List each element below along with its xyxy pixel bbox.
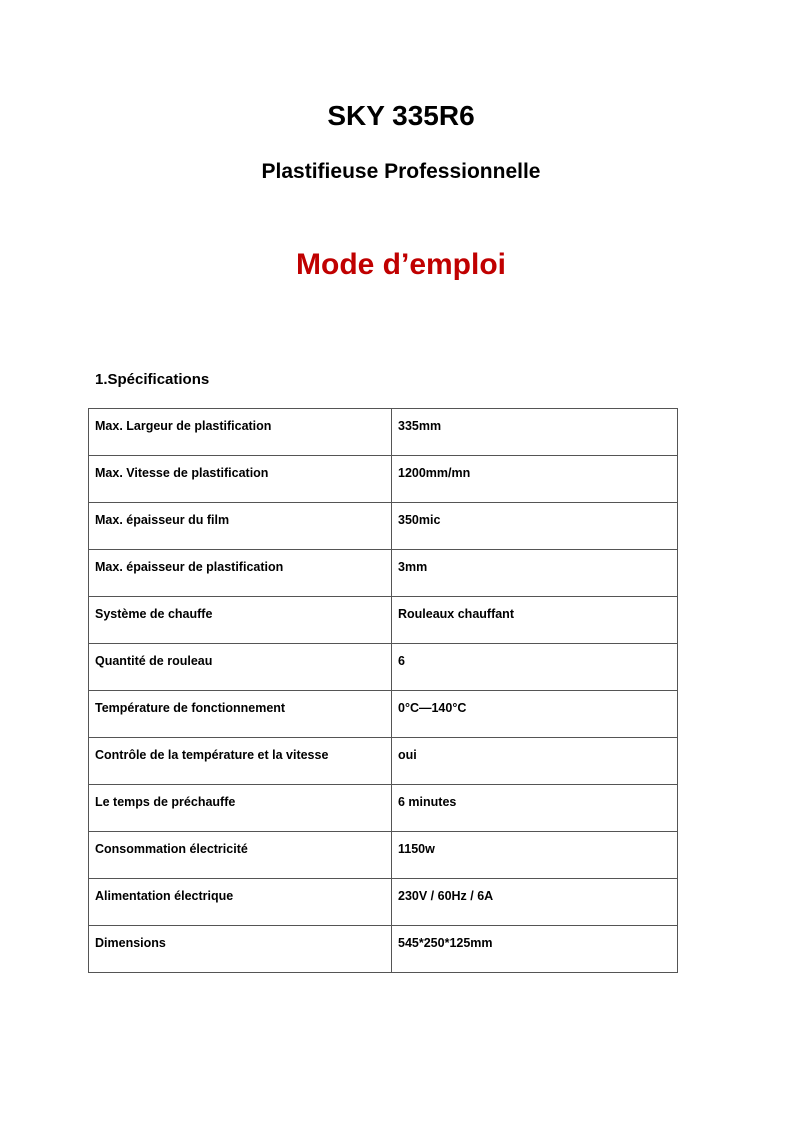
spec-label-cell bbox=[89, 503, 392, 550]
product-subtitle: Plastifieuse Professionnelle bbox=[261, 160, 541, 183]
spec-value-cell bbox=[392, 785, 678, 832]
spec-value: 6 bbox=[398, 654, 405, 668]
table-row bbox=[89, 456, 678, 503]
spec-value-cell bbox=[392, 456, 678, 503]
spec-value-cell bbox=[392, 926, 678, 973]
spec-value: 0°C—140°C bbox=[398, 701, 467, 715]
spec-value: oui bbox=[398, 748, 417, 762]
spec-label: Quantité de rouleau bbox=[95, 654, 213, 668]
spec-value: 1200mm/mn bbox=[398, 466, 471, 480]
spec-label: Max. épaisseur du film bbox=[95, 513, 230, 527]
spec-value-cell bbox=[392, 879, 678, 926]
spec-value-cell bbox=[392, 409, 678, 456]
specifications-heading: 1.Spécifications bbox=[95, 371, 210, 388]
spec-label-cell bbox=[89, 738, 392, 785]
table-row bbox=[89, 785, 678, 832]
spec-value: 230V / 60Hz / 6A bbox=[398, 889, 494, 903]
spec-label: Max. épaisseur de plastification bbox=[95, 560, 284, 574]
document-title: Mode d’emploi bbox=[296, 248, 506, 281]
table-row bbox=[89, 926, 678, 973]
table-row bbox=[89, 832, 678, 879]
spec-label-cell bbox=[89, 785, 392, 832]
spec-value: 3mm bbox=[398, 560, 428, 574]
spec-value: Rouleaux chauffant bbox=[398, 607, 514, 621]
spec-label-cell bbox=[89, 409, 392, 456]
spec-label-cell bbox=[89, 644, 392, 691]
table-row bbox=[89, 503, 678, 550]
spec-value: 545*250*125mm bbox=[398, 936, 493, 950]
spec-value-cell bbox=[392, 738, 678, 785]
spec-label: Le temps de préchauffe bbox=[95, 795, 236, 809]
table-row bbox=[89, 550, 678, 597]
spec-label: Dimensions bbox=[95, 936, 166, 950]
spec-label: Contrôle de la température et la vitesse bbox=[95, 748, 329, 762]
spec-value-cell bbox=[392, 503, 678, 550]
table-row bbox=[89, 409, 678, 456]
table-row bbox=[89, 644, 678, 691]
spec-value-cell bbox=[392, 550, 678, 597]
spec-value-cell bbox=[392, 644, 678, 691]
spec-label-cell bbox=[89, 832, 392, 879]
spec-value-cell bbox=[392, 691, 678, 738]
spec-value-cell bbox=[392, 832, 678, 879]
spec-label-cell bbox=[89, 597, 392, 644]
spec-label-cell bbox=[89, 926, 392, 973]
spec-label: Max. Vitesse de plastification bbox=[95, 466, 269, 480]
spec-value: 6 minutes bbox=[398, 795, 457, 809]
spec-label-cell bbox=[89, 879, 392, 926]
spec-label: Alimentation électrique bbox=[95, 889, 234, 903]
table-row bbox=[89, 738, 678, 785]
spec-label: Température de fonctionnement bbox=[95, 701, 286, 715]
table-row bbox=[89, 879, 678, 926]
spec-label: Consommation électricité bbox=[95, 842, 248, 856]
table-row bbox=[89, 691, 678, 738]
spec-value: 350mic bbox=[398, 513, 441, 527]
spec-label-cell bbox=[89, 456, 392, 503]
table-row bbox=[89, 597, 678, 644]
spec-label: Max. Largeur de plastification bbox=[95, 419, 272, 433]
spec-value: 1150w bbox=[398, 842, 435, 856]
product-model-title: SKY 335R6 bbox=[327, 100, 475, 131]
spec-value: 335mm bbox=[398, 419, 442, 433]
spec-label-cell bbox=[89, 550, 392, 597]
spec-label: Système de chauffe bbox=[95, 607, 213, 621]
specifications-table bbox=[88, 408, 678, 973]
spec-label-cell bbox=[89, 691, 392, 738]
spec-value-cell bbox=[392, 597, 678, 644]
